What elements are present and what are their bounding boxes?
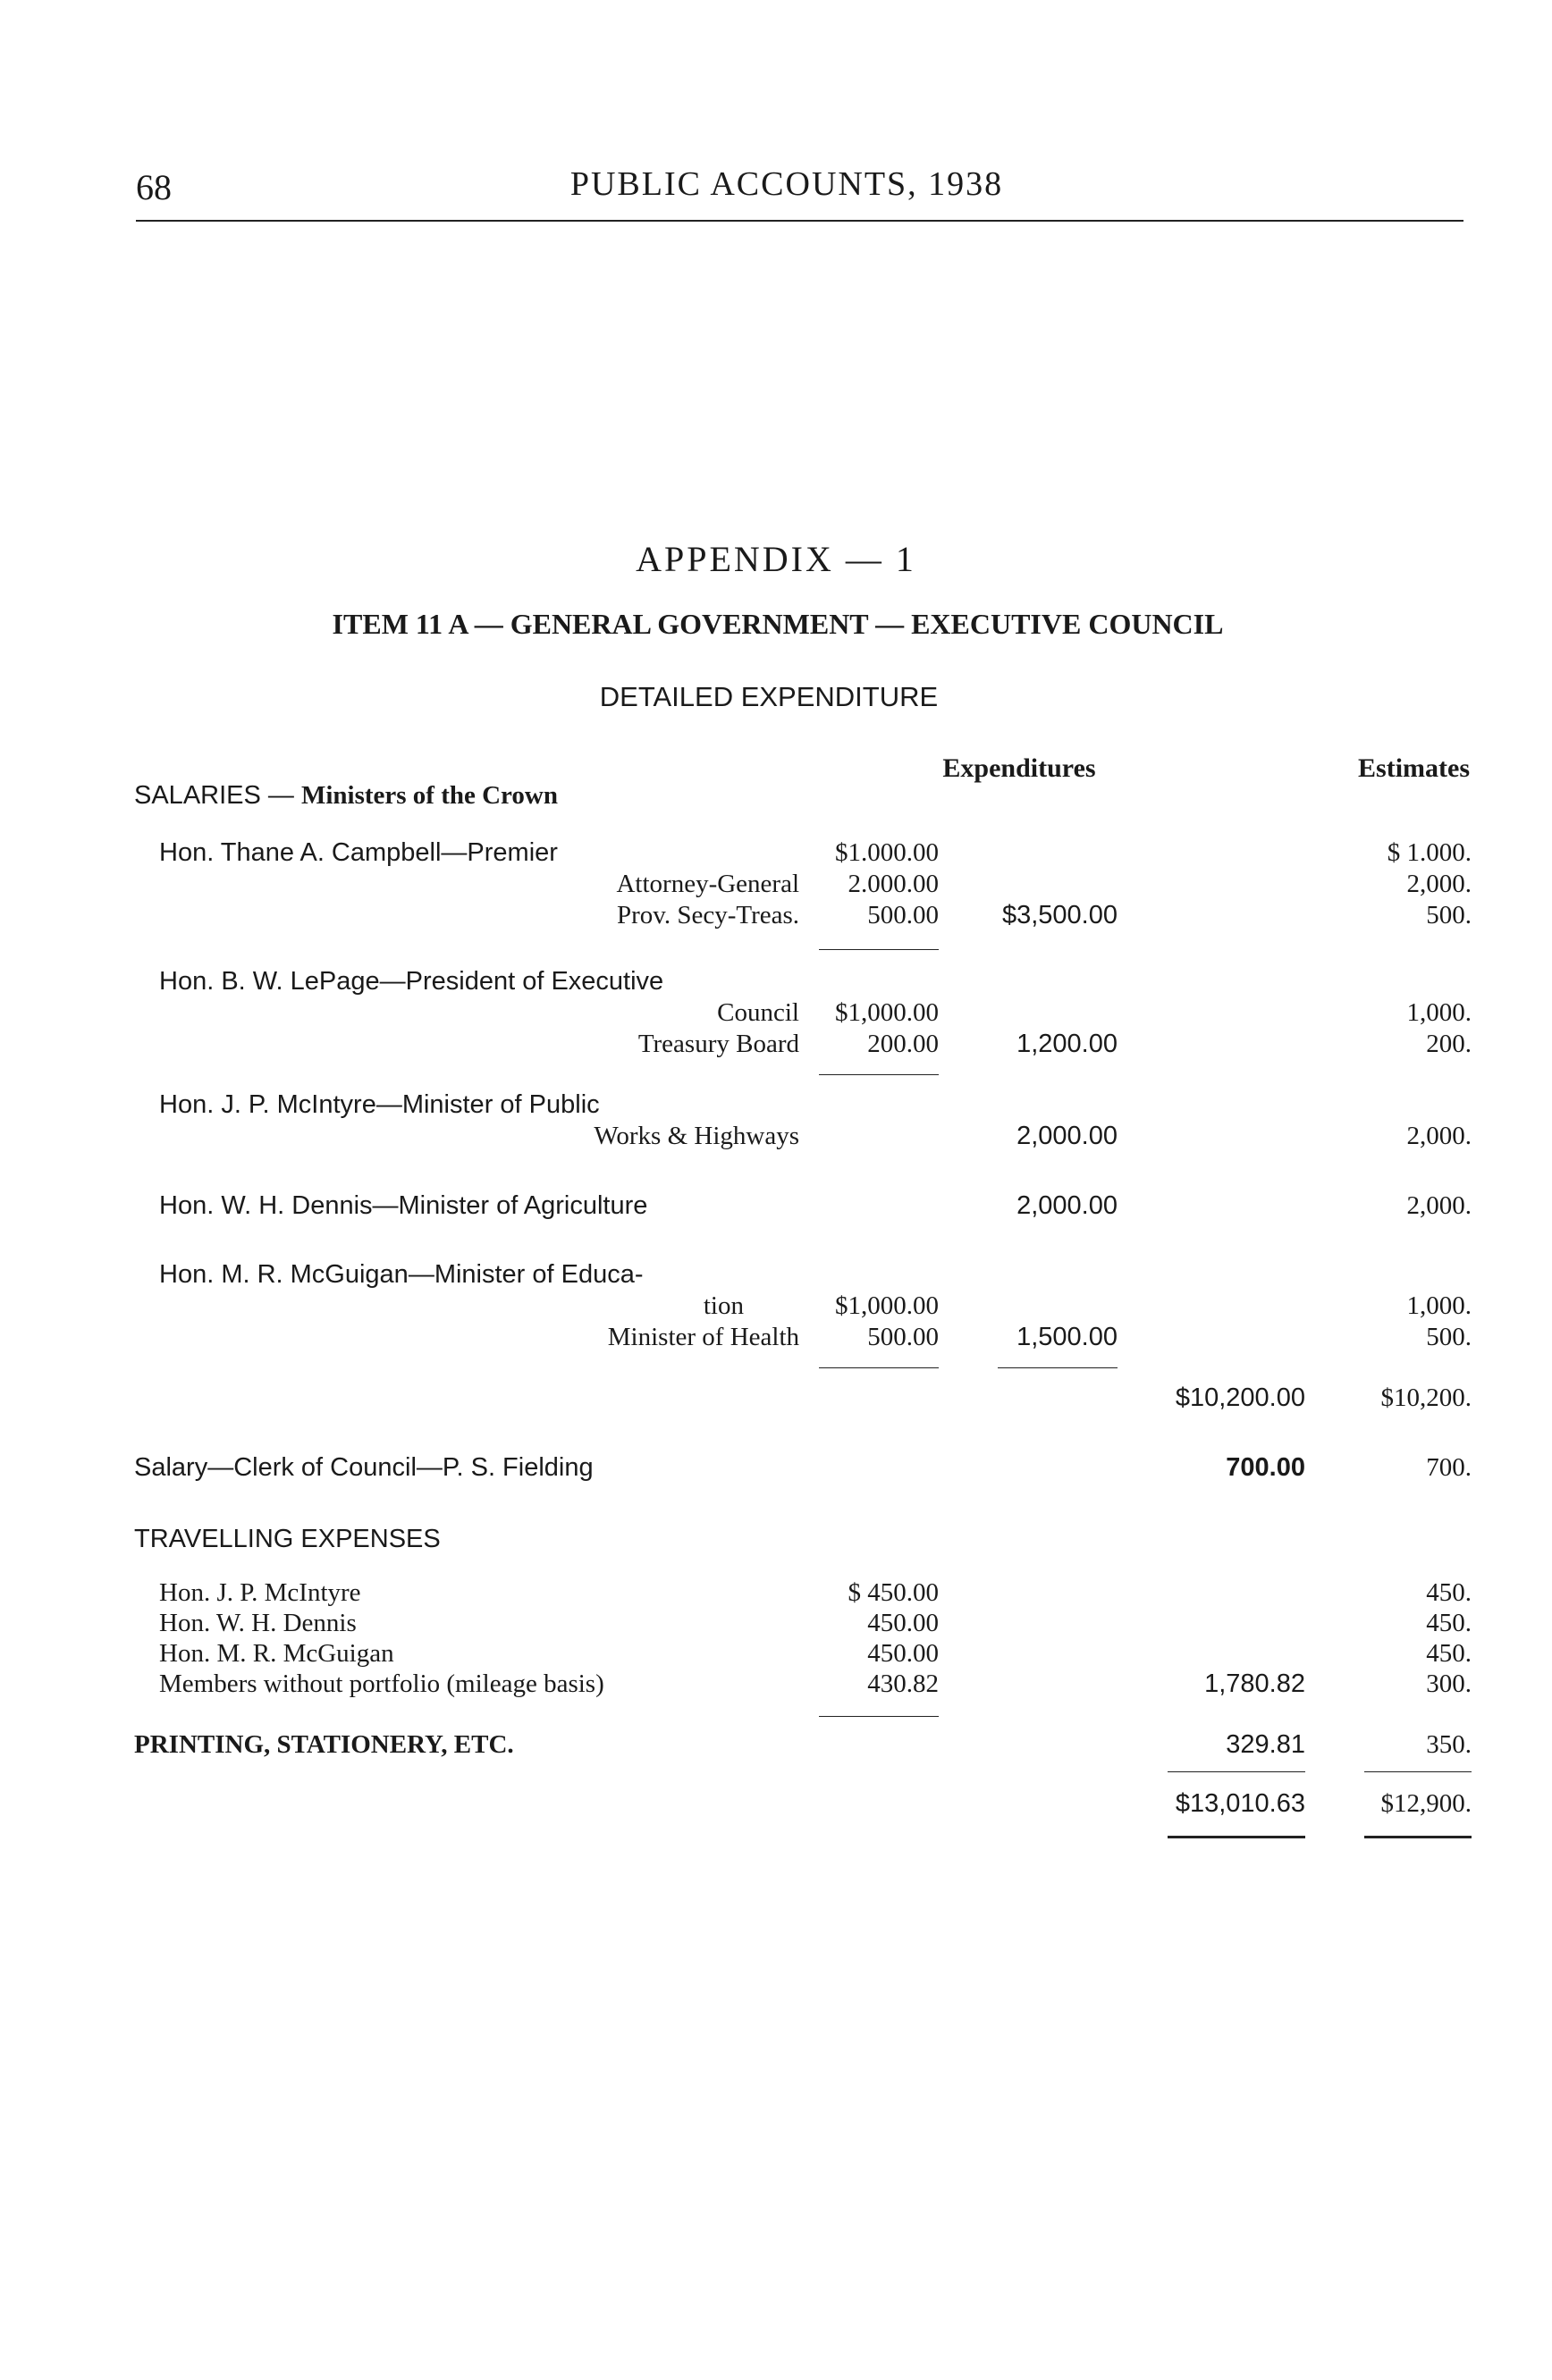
mcguigan-name: Hon. M. R. McGuigan—Minister of Educa- (159, 1260, 644, 1289)
lepage-council-label: Council (717, 998, 799, 1027)
page-number: 68 (136, 167, 172, 207)
mcintyre-name: Hon. J. P. McIntyre—Minister of Public (159, 1090, 600, 1119)
travelling-heading: TRAVELLING EXPENSES (134, 1525, 441, 1553)
dennis-subtotal: 2,000.00 (1016, 1191, 1118, 1220)
clerk-total: 700.00 (1226, 1453, 1305, 1482)
travel-members-amount: 430.82 (867, 1669, 939, 1698)
subtotal-rule (998, 1367, 1118, 1368)
campbell-ag-estimate: 2,000. (1406, 870, 1472, 898)
campbell-treas-label: Prov. Secy-Treas. (616, 901, 799, 929)
grand-total: $13,010.63 (1175, 1789, 1305, 1818)
item-title: ITEM 11 A — GENERAL GOVERNMENT — EXECUTIVE COUNCIL (332, 608, 1224, 640)
travel-dennis-amount: 450.00 (867, 1609, 939, 1637)
expenditures-column-heading: Expenditures (942, 753, 1096, 783)
lepage-treasury-amount: 200.00 (867, 1030, 939, 1058)
travel-mcintyre-amount: $ 450.00 (848, 1578, 939, 1607)
salaries-heading (134, 781, 558, 811)
campbell-treas-amount: 500.00 (867, 901, 939, 929)
grand-total-estimate: $12,900. (1380, 1789, 1472, 1818)
mcguigan-health-estimate: 500. (1426, 1323, 1472, 1351)
travel-dennis-estimate: 450. (1426, 1609, 1472, 1637)
grand-total-bottom-rule (1168, 1836, 1305, 1838)
clerk-estimate: 700. (1426, 1453, 1472, 1482)
mcguigan-education-label: tion (703, 1291, 744, 1320)
mcintyre-estimate: 2,000. (1406, 1122, 1472, 1150)
salaries-total-estimate: $10,200. (1380, 1383, 1472, 1412)
mcguigan-health-label: Minister of Health (607, 1323, 799, 1351)
salaries-total: $10,200.00 (1175, 1383, 1305, 1412)
grand-estimate-top-rule (1364, 1771, 1472, 1772)
campbell-ag-label: Attorney-General (616, 870, 799, 898)
mcintyre-line2: Works & Highways (594, 1122, 799, 1150)
campbell-rule (819, 949, 939, 950)
campbell-ag-amount: 2.000.00 (848, 870, 939, 898)
travel-mcguigan-estimate: 450. (1426, 1639, 1472, 1668)
travel-mcintyre-label: Hon. J. P. McIntyre (159, 1578, 361, 1607)
lepage-rule (819, 1074, 939, 1075)
dennis-name: Hon. W. H. Dennis—Minister of Agriculture (159, 1191, 648, 1220)
lepage-treasury-estimate: 200. (1426, 1030, 1472, 1058)
subtitle: DETAILED EXPENDITURE (599, 681, 939, 712)
mcguigan-education-amount: $1,000.00 (835, 1291, 939, 1320)
campbell-premier-amount: $1.000.00 (835, 838, 939, 867)
campbell-premier-estimate: $ 1.000. (1387, 838, 1472, 867)
travel-mcguigan-amount: 450.00 (867, 1639, 939, 1668)
dennis-estimate: 2,000. (1406, 1191, 1472, 1220)
lepage-treasury-label: Treasury Board (637, 1030, 799, 1058)
travel-mcguigan-label: Hon. M. R. McGuigan (159, 1639, 394, 1668)
travelling-rule (819, 1716, 939, 1717)
campbell-name: Hon. Thane A. Campbell—Premier (159, 838, 558, 867)
mcguigan-subtotal: 1,500.00 (1016, 1323, 1118, 1351)
mcguigan-health-amount: 500.00 (867, 1323, 939, 1351)
header-rule (136, 220, 1463, 222)
campbell-subtotal: $3,500.00 (1001, 901, 1118, 929)
mcguigan-rule (819, 1367, 939, 1368)
appendix-title: APPENDIX — 1 (636, 539, 916, 579)
clerk-label: Salary—Clerk of Council—P. S. Fielding (134, 1453, 594, 1482)
travel-members-estimate: 300. (1426, 1669, 1472, 1698)
printing-estimate: 350. (1426, 1730, 1472, 1759)
lepage-subtotal: 1,200.00 (1016, 1030, 1118, 1058)
campbell-treas-estimate: 500. (1426, 901, 1472, 929)
printing-total: 329.81 (1226, 1730, 1305, 1759)
travel-members-label: Members without portfolio (mileage basis) (159, 1669, 604, 1698)
mcguigan-education-estimate: 1,000. (1406, 1291, 1472, 1320)
estimates-column-heading: Estimates (1358, 753, 1470, 783)
grand-total-top-rule (1168, 1771, 1305, 1772)
mcintyre-subtotal: 2,000.00 (1016, 1122, 1118, 1150)
running-title: PUBLIC ACCOUNTS, 1938 (569, 165, 1004, 203)
travelling-total: 1,780.82 (1204, 1669, 1305, 1698)
lepage-council-amount: $1,000.00 (835, 998, 939, 1027)
travel-mcintyre-estimate: 450. (1426, 1578, 1472, 1607)
printing-label: PRINTING, STATIONERY, ETC. (134, 1730, 514, 1759)
travel-dennis-label: Hon. W. H. Dennis (159, 1609, 357, 1637)
salaries-heading-prefix: SALARIES — (134, 781, 301, 810)
salaries-heading-bold: Ministers of the Crown (300, 781, 558, 810)
grand-estimate-bottom-rule (1364, 1836, 1472, 1838)
lepage-council-estimate: 1,000. (1406, 998, 1472, 1027)
lepage-name: Hon. B. W. LePage—President of Executive (159, 967, 664, 996)
